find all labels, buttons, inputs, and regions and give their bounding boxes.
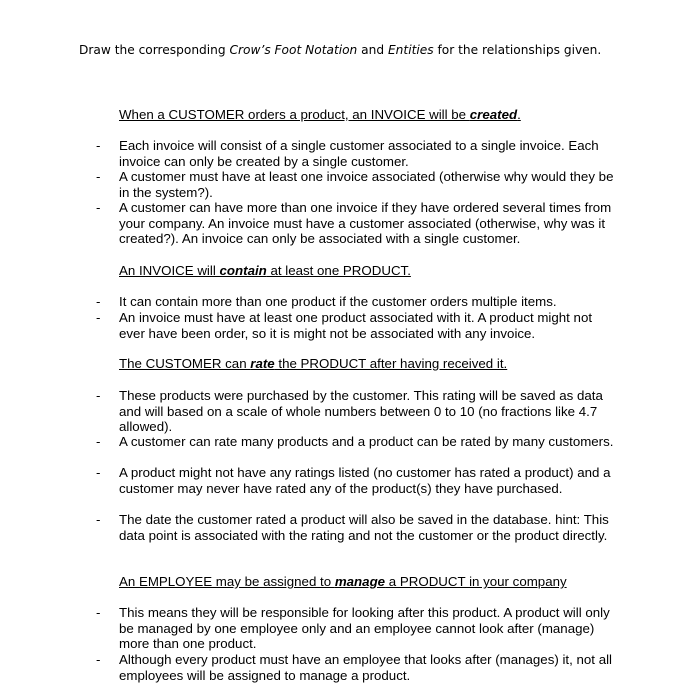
list-item: - A customer can have more than one invoice if they have ordered several times from your company. An invoice must have a customer associated (otherwise, why was it created?). An invoice can only be associated with a single customer.	[96, 200, 612, 247]
list-item: - An invoice must have at least one product associated with it. A product might not ever have been order, so it is might not be associated with any invoice.	[96, 310, 593, 341]
list-item: - It can contain more than one product if the customer orders multiple items.	[96, 294, 557, 309]
instruction-emphasis-entities: Entities	[387, 43, 434, 57]
list-item: - The date the customer rated a product will also be saved in the database. hint: This data point is associated with the rating and not the customer or the product directly.	[96, 512, 609, 543]
section-heading-invoice-product: An INVOICE will contain at least one PRODUCT.	[119, 263, 411, 278]
list-item: - Each invoice will consist of a single customer associated to a single invoice. Each invoice can only be created by a single customer.	[96, 138, 599, 169]
list-item: - Although every product must have an employee that looks after (manages) it, not all employees will be assigned to manage a product.	[96, 652, 612, 683]
list-item: - This means they will be responsible for looking after this product. A product will only be managed by one employee only and an employee cannot look after (manage) more than one product.	[96, 605, 610, 652]
instruction-emphasis-crows-foot: Crow’s Foot Notation	[229, 43, 358, 57]
section-heading-customer-rate-product: The CUSTOMER can rate the PRODUCT after having received it.	[119, 356, 508, 371]
list-item: - A customer must have at least one invoice associated (otherwise why would they be in the system?).	[96, 169, 614, 200]
section-heading-employee-manage-product: An EMPLOYEE may be assigned to manage a PRODUCT in your company	[119, 574, 567, 589]
list-item: - A product might not have any ratings listed (no customer has rated a product) and a customer may never have rated any of the product(s) they have purchased.	[96, 465, 611, 496]
list-item: - A customer can rate many products and a product can be rated by many customers.	[96, 434, 614, 449]
list-item: - These products were purchased by the customer. This rating will be saved as data and will based on a scale of whole numbers between 0 to 10 (no fractions like 4.7 allowed).	[96, 388, 603, 435]
instruction-line: Draw the corresponding Crow’s Foot Notation and Entities for the relationships given.	[79, 43, 602, 57]
section-heading-customer-invoice: When a CUSTOMER orders a product, an INVOICE will be created.	[119, 107, 521, 122]
